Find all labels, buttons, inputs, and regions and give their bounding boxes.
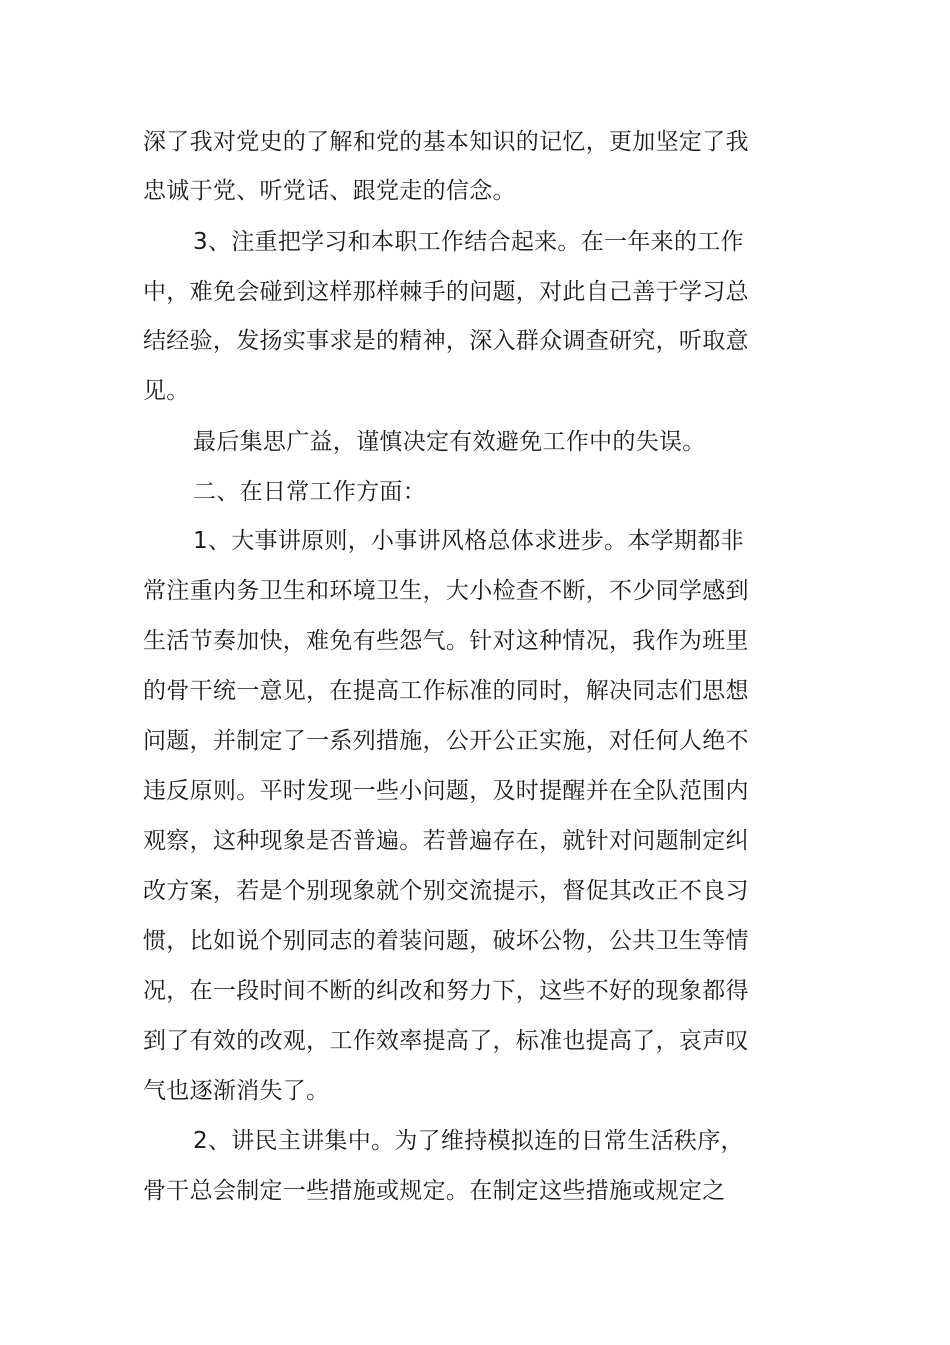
text-line: 到了有效的改观，工作效率提高了，标准也提高了，哀声叹	[143, 1028, 749, 1054]
text-line: 骨干总会制定一些措施或规定。在制定这些措施或规定之	[143, 1178, 726, 1204]
paragraph-start-line: 1、大事讲原则，小事讲风格总体求进步。本学期都非	[193, 528, 744, 554]
text-line: 忠诚于党、听党话、跟党走的信念。	[143, 178, 516, 204]
text-line: 的骨干统一意见，在提高工作标准的同时，解决同志们思想	[143, 678, 749, 704]
text-line: 结经验，发扬实事求是的精神，深入群众调查研究，听取意	[143, 328, 749, 354]
text-line: 惯，比如说个别同志的着装问题，破坏公物，公共卫生等情	[143, 928, 749, 954]
text-line: 观察，这种现象是否普遍。若普遍存在，就针对问题制定纠	[143, 828, 749, 854]
text-line: 改方案，若是个别现象就个别交流提示，督促其改正不良习	[143, 878, 749, 904]
paragraph-start-line: 3、注重把学习和本职工作结合起来。在一年来的工作	[193, 229, 744, 255]
section-heading: 二、在日常工作方面：	[193, 479, 426, 505]
text-line: 况，在一段时间不断的纠改和努力下，这些不好的现象都得	[143, 978, 749, 1004]
text-line: 违反原则。平时发现一些小问题，及时提醒并在全队范围内	[143, 778, 749, 804]
text-line: 气也逐渐消失了。	[143, 1078, 330, 1104]
text-line: 常注重内务卫生和环境卫生，大小检查不断，不少同学感到	[143, 578, 749, 604]
text-line: 问题，并制定了一系列措施，公开公正实施，对任何人绝不	[143, 728, 749, 754]
paragraph-start-line: 最后集思广益，谨慎决定有效避免工作中的失误。	[193, 429, 706, 455]
text-line: 见。	[143, 378, 190, 404]
text-line: 深了我对党史的了解和党的基本知识的记忆，更加坚定了我	[143, 129, 749, 155]
text-line: 生活节奏加快，难免有些怨气。针对这种情况，我作为班里	[143, 628, 749, 654]
paragraph-start-line: 2、讲民主讲集中。为了维持模拟连的日常生活秩序，	[193, 1128, 744, 1154]
text-line: 中，难免会碰到这样那样棘手的问题，对此自己善于学习总	[143, 279, 749, 305]
